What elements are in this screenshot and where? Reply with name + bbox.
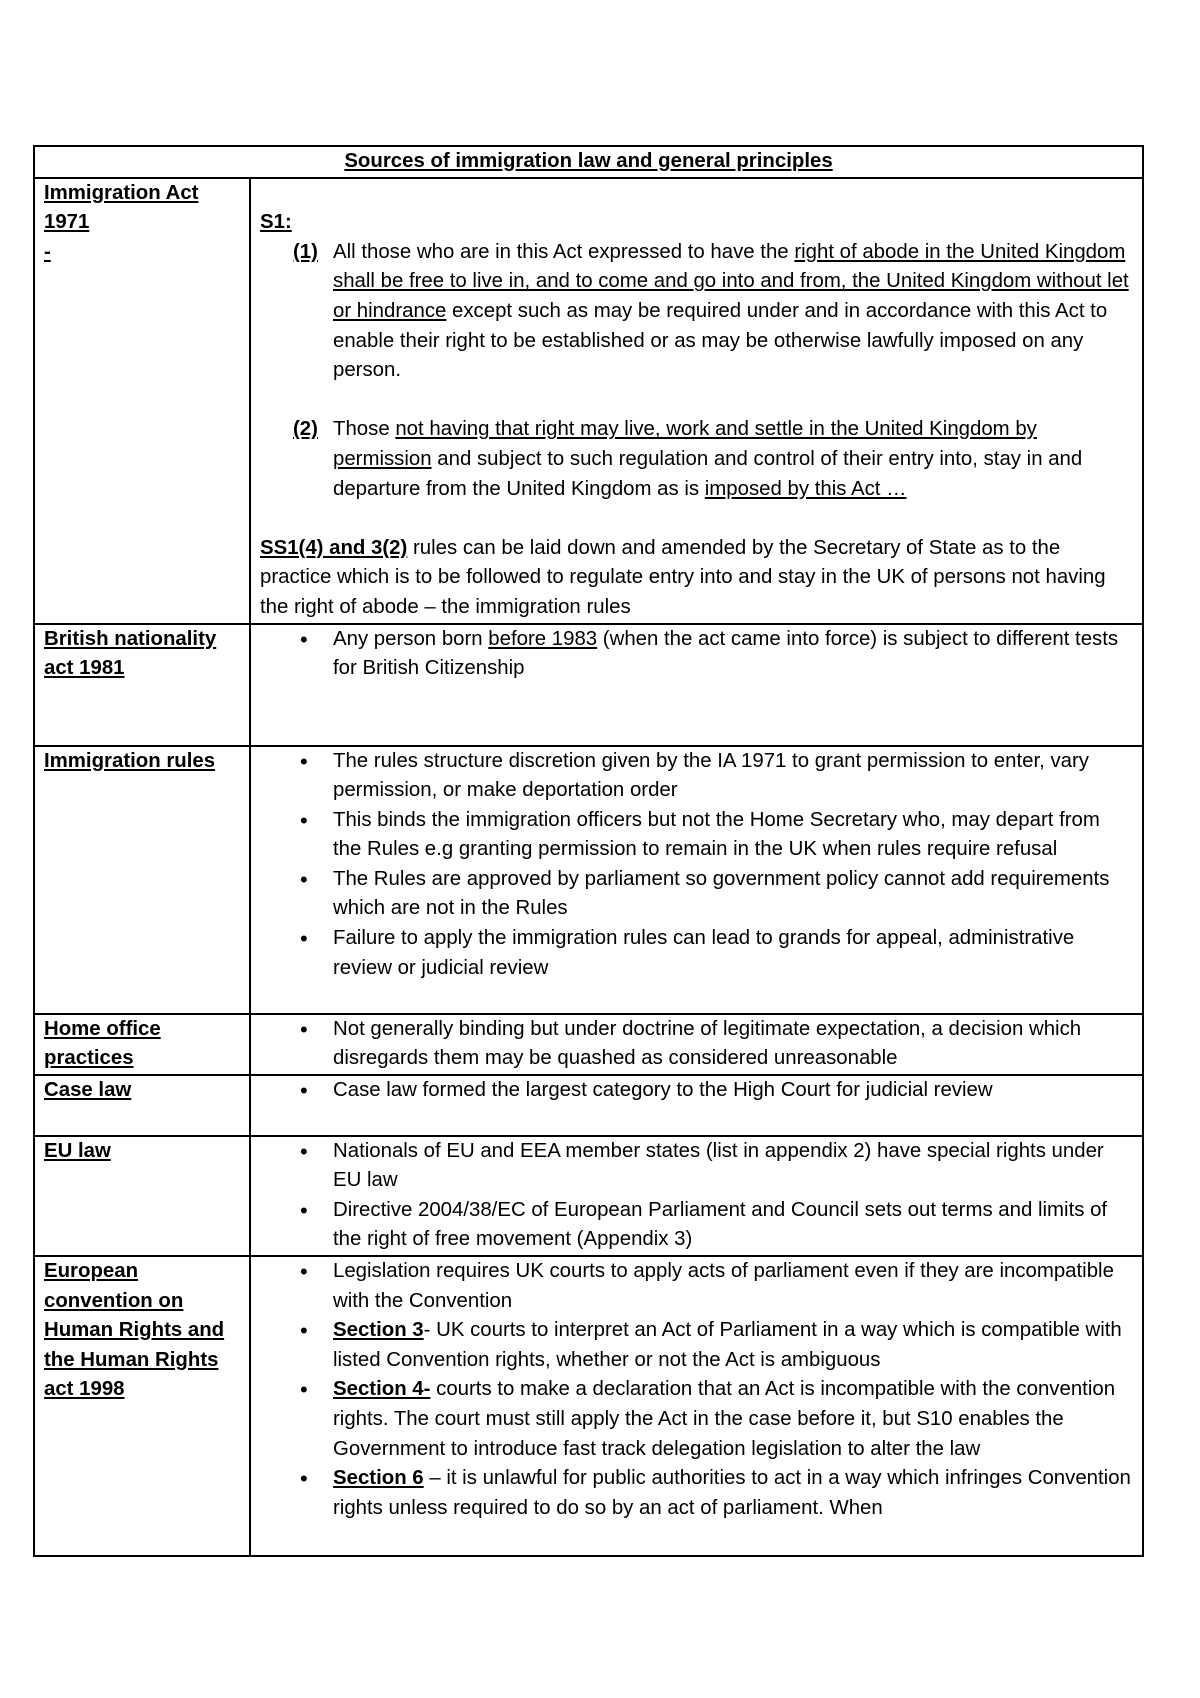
row-label: European convention on Human Rights and the Human Rights act 1998 <box>44 1260 225 1401</box>
row-content-cell <box>250 1136 1143 1256</box>
row-content-cell <box>250 624 1143 746</box>
row-content-cell <box>250 178 1143 624</box>
row-label: Home office practices <box>44 1017 161 1070</box>
subsection-number: (1) <box>293 240 318 263</box>
list-item: • Section 3- UK courts to interpret an Act of Parliament in a way which is compatible with listed Convention rights, whether or not the Act is ambiguous <box>260 1316 1133 1375</box>
row-content-cell <box>250 1256 1143 1556</box>
list-item: • Any person born before 1983 (when the act came into force) is subject to different tests for British Citizenship <box>260 625 1133 684</box>
list-item: • Directive 2004/38/EC of European Parliament and Council sets out terms and limits of the right of free movement (Appendix 3) <box>260 1196 1133 1255</box>
list-item: • This binds the immigration officers but not the Home Secretary who, may depart from the Rules e.g granting permission to remain in the UK when rules require refusal <box>260 806 1133 865</box>
table-row <box>34 1256 1143 1556</box>
row-label: British nationality act 1981 <box>44 627 217 680</box>
subsection-1: (1) All those who are in this Act expressed to have the right of abode in the United Kingdom shall be free to live in, and to come and go into and from, the United Kingdom without let or hindrance except such as may be required under and in accordance with this Act to enable their right to be established or as may be otherwise lawfully imposed on any person. <box>260 238 1133 386</box>
document-page <box>33 145 1142 1557</box>
list-item: • Failure to apply the immigration rules can lead to grands for appeal, administrative review or judicial review <box>260 924 1133 983</box>
row-label-cell <box>34 1136 250 1256</box>
row-content-cell <box>250 1075 1143 1136</box>
list-item: • The Rules are approved by parliament so government policy cannot add requirements which are not in the Rules <box>260 865 1133 924</box>
dash-mark: - <box>44 240 51 263</box>
row-label-cell <box>34 746 250 1014</box>
row-label-cell <box>34 624 250 746</box>
list-item: • Nationals of EU and EEA member states (list in appendix 2) have special rights under EU law <box>260 1137 1133 1196</box>
s1-heading: S1: <box>260 211 292 234</box>
table-row <box>34 1014 1143 1075</box>
subsection-number: (2) <box>293 418 318 441</box>
row-label-cell <box>34 1075 250 1136</box>
table-row <box>34 746 1143 1014</box>
list-item: • Section 4- courts to make a declaration that an Act is incompatible with the convention rights. The court must still apply the Act in the case before it, but S10 enables the Government to introduce fast track delegation legislation to alter the law <box>260 1375 1133 1464</box>
table-row <box>34 1136 1143 1256</box>
list-item: • Case law formed the largest category to the High Court for judicial review <box>260 1076 1133 1106</box>
row-label-cell <box>34 178 250 624</box>
row-label: Immigration rules <box>44 749 216 772</box>
row-label: Case law <box>44 1078 132 1101</box>
row-label: EU law <box>44 1139 111 1162</box>
table-title: Sources of immigration law and general principles <box>34 146 1143 178</box>
subsection-2: (2) Those not having that right may live, work and settle in the United Kingdom by permission and subject to such regulation and control of their entry into, stay in and departure from the United Kingdom as is imposed by this Act … <box>260 415 1133 504</box>
table-row <box>34 624 1143 746</box>
row-content-cell <box>250 1014 1143 1075</box>
row-label-cell <box>34 1014 250 1075</box>
row-content-cell <box>250 746 1143 1014</box>
notes-table <box>33 145 1144 1557</box>
list-item: • Section 6 – it is unlawful for public authorities to act in a way which infringes Convention rights unless required to do so by an act of parliament. When <box>260 1464 1133 1523</box>
row-label-cell <box>34 1256 250 1556</box>
table-row <box>34 178 1143 624</box>
row-label: Immigration Act 1971 <box>44 181 199 234</box>
list-item: • Legislation requires UK courts to apply acts of parliament even if they are incompatible with the Convention <box>260 1257 1133 1316</box>
title-row <box>34 146 1143 178</box>
ss-paragraph: SS1(4) and 3(2) rules can be laid down and amended by the Secretary of State as to the practice which is to be followed to regulate entry into and stay in the UK of persons not having the right of abode – the immigration rules <box>260 536 1106 618</box>
table-row <box>34 1075 1143 1136</box>
list-item: • The rules structure discretion given by the IA 1971 to grant permission to enter, vary permission, or make deportation order <box>260 747 1133 806</box>
list-item: • Not generally binding but under doctrine of legitimate expectation, a decision which disregards them may be quashed as considered unreasonable <box>260 1015 1133 1074</box>
